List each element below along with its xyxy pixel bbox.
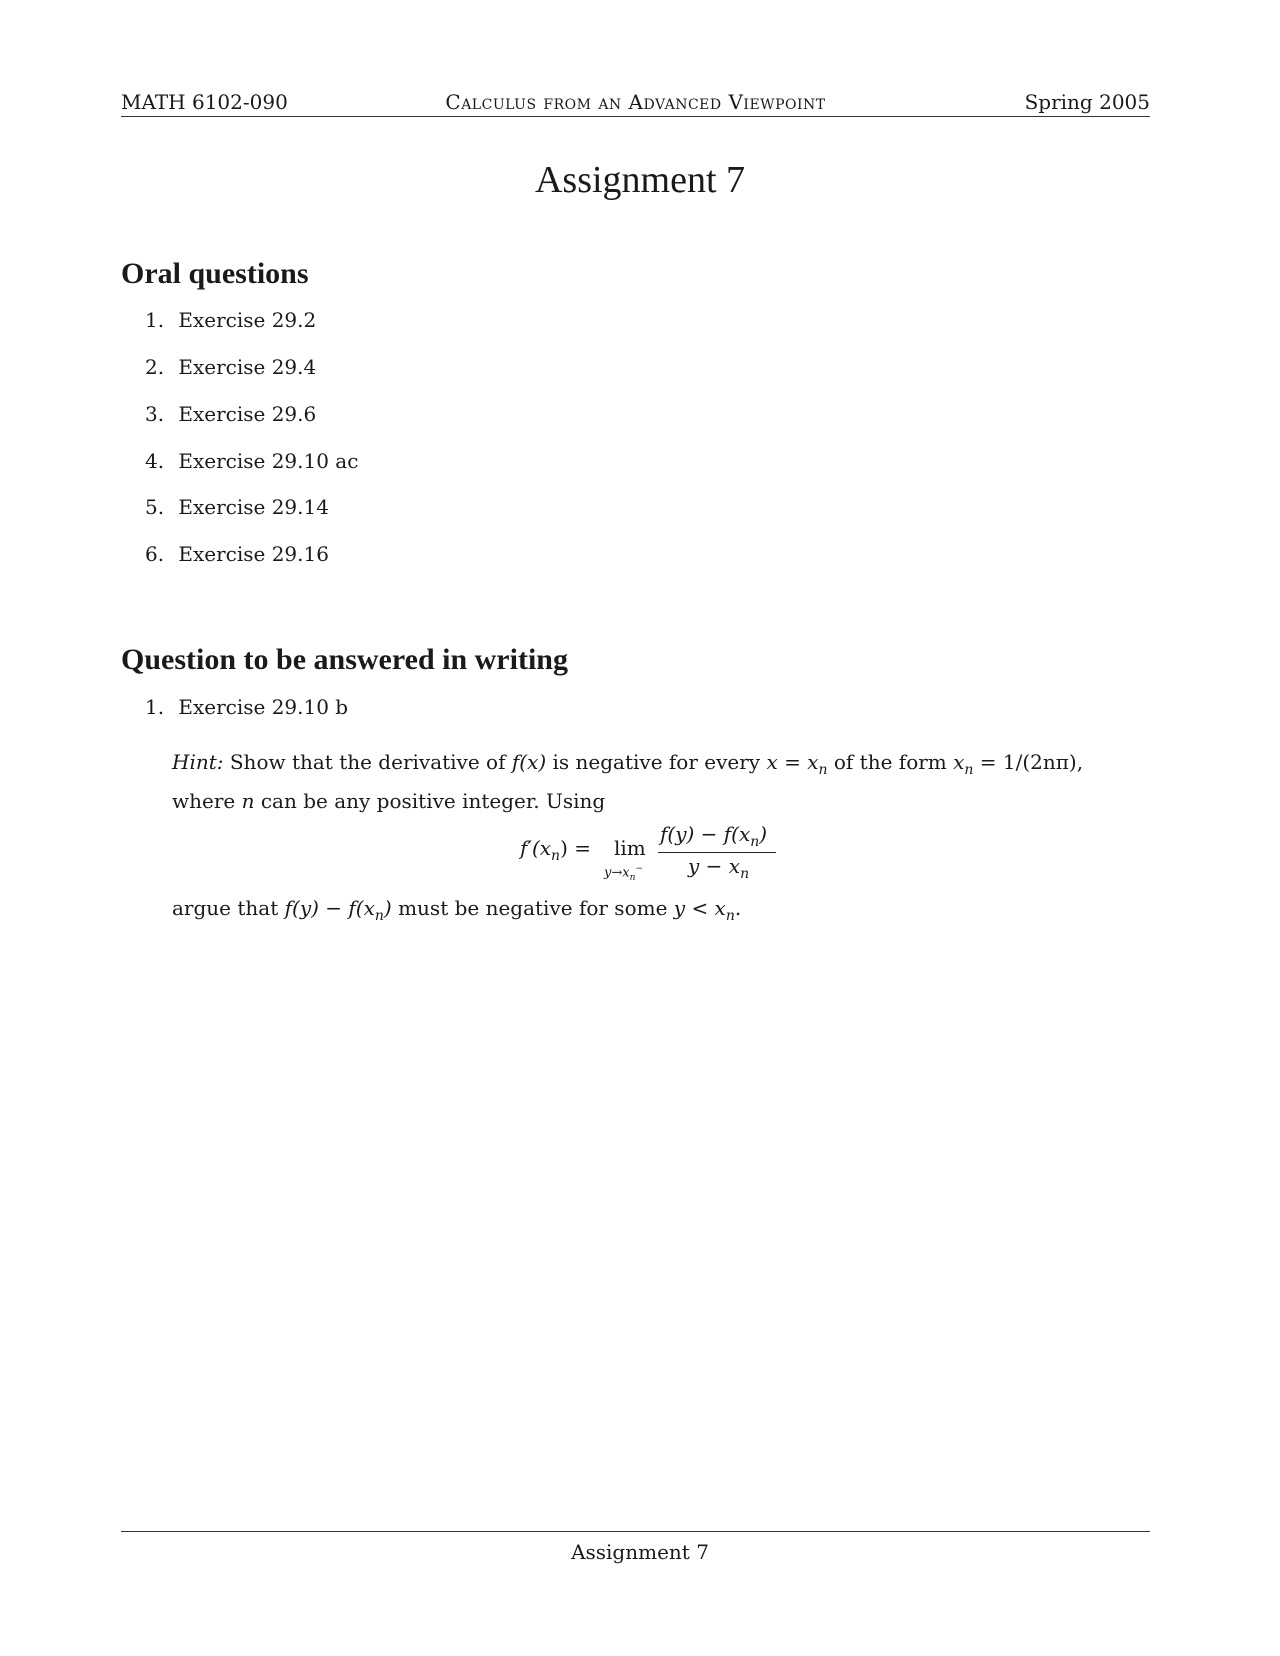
item-text: Exercise 29.6 [178,402,317,426]
page-title: Assignment 7 [534,159,746,201]
hint-text: , where [172,750,1084,813]
subscript: n [740,866,750,882]
math-text: y→x [604,865,630,881]
hint-label: Hint: [172,750,224,774]
item-text: Exercise 29.16 [178,542,329,566]
item-number: 1. [145,308,165,332]
math-text: f′(x [520,836,552,860]
list-item [145,355,316,379]
math-text: y − x [688,854,741,878]
item-text: Exercise 29.10 b [178,695,349,719]
hint-text: of the form [833,750,947,774]
subscript: n [551,848,561,864]
item-number: 2. [145,355,165,379]
fraction-numerator: $f(y) - f(x_n)$ [660,822,768,850]
minus-superscript: − [635,864,644,874]
math-n: n [241,789,255,813]
item-number: 3. [145,402,165,426]
item-text: Exercise 29.4 [178,355,317,379]
item-number: 4. [145,449,165,473]
list-item [145,308,316,332]
conclusion-text [172,896,741,924]
item-text: Exercise 29.14 [178,495,329,519]
math-text: y < x [673,896,726,920]
math-text: x = x [766,750,819,774]
page-header [121,88,1150,117]
item-number: 1. [145,695,165,719]
item-number: 5. [145,495,165,519]
math-text: f(y) − f(x [660,822,751,846]
term: Spring 2005 [1024,90,1150,114]
math-inequality: $y < x_n$. [673,896,742,924]
math-x-equals-xn [766,750,828,778]
formula-lhs [520,836,591,864]
item-number: 6. [145,542,165,566]
conclusion-part: must be negative for some [398,896,668,920]
math-fx: f(x) [511,750,547,774]
list-item [145,402,316,426]
subscript: n [629,872,636,883]
subscript: n [818,762,828,778]
hint-paragraph [172,747,1137,817]
hint-text: can be any positive integer. Using [260,789,606,813]
list-item [145,449,358,473]
math-text: f(y) − f(x [284,896,375,920]
list-item [145,695,348,719]
math-text: ) = [560,836,591,860]
math-difference: $f(y) - f(x_n)$ [284,896,392,924]
math-text: = 1/(2nπ) [979,750,1077,774]
course-title: Calculus from an Advanced Viewpoint [445,90,826,114]
math-text: x [953,750,965,774]
subscript: n [374,908,384,924]
math-xn-formula [953,750,1077,778]
subscript: n [750,834,760,850]
item-text: Exercise 29.10 ac [178,449,359,473]
hint-text: Show that the derivative of [229,750,506,774]
item-text: Exercise 29.2 [178,308,317,332]
page-footer: Assignment 7 [571,1540,709,1564]
footer-rule [121,1531,1150,1532]
hint-text: is negative for every [552,750,761,774]
course-number: MATH 6102-090 [121,90,288,114]
subscript: n [964,762,974,778]
conclusion-part: argue that [172,896,279,920]
oral-questions-heading: Oral questions [121,257,309,290]
subscript: n [725,908,735,924]
written-question-heading: Question to be answered in writing [121,643,568,676]
list-item [145,542,329,566]
fraction-denominator [688,854,749,882]
limit-operator: lim [614,836,646,860]
fraction-bar [658,852,776,853]
list-item [145,495,329,519]
limit-subscript [604,864,643,883]
